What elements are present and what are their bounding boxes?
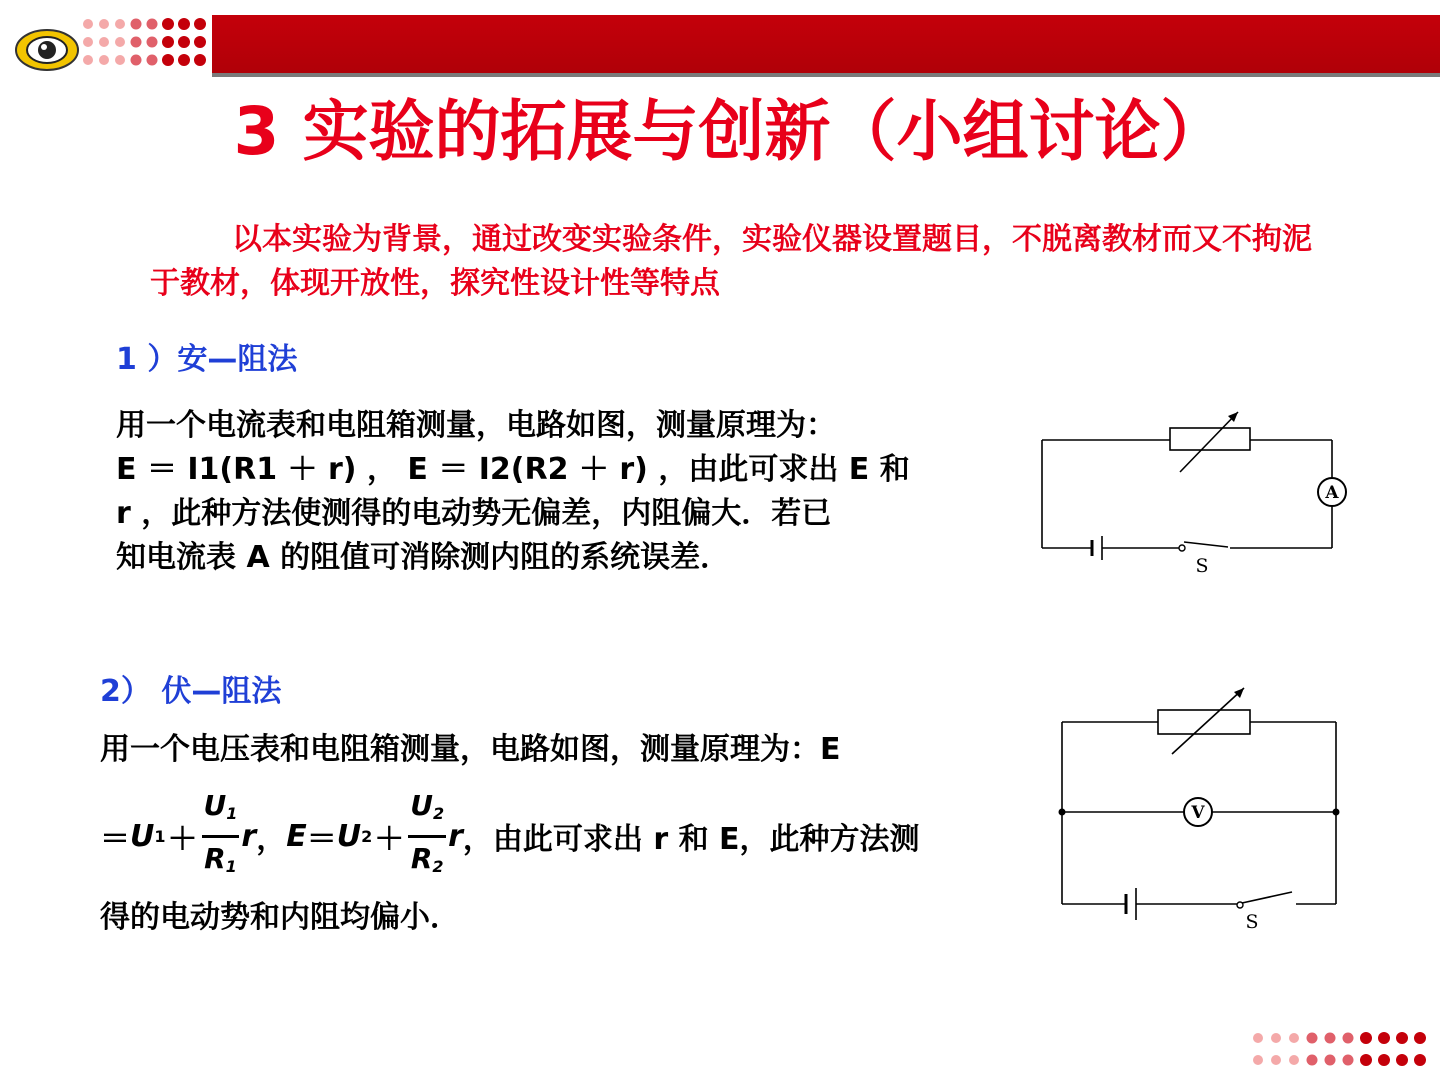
fraction-numerator: U — [203, 788, 227, 822]
formula-u: U — [336, 818, 362, 854]
formula-fraction — [202, 789, 240, 884]
ammeter-label: A — [1325, 483, 1339, 503]
formula-e: E — [286, 818, 307, 854]
formula-sub: 2 — [361, 826, 373, 846]
formula-r: r — [448, 818, 463, 854]
section2-formula — [100, 788, 920, 884]
formula-sub: 1 — [225, 856, 237, 876]
formula-plus: ＋ — [374, 822, 405, 857]
switch-label: S — [1245, 911, 1259, 933]
fraction-bar — [408, 835, 446, 838]
formula-equals: ＝ — [100, 822, 130, 857]
junction-dot-icon — [1333, 809, 1340, 816]
section2-line: 得的电动势和内阻均偏小． — [100, 900, 460, 935]
intro-text: 以本实验为背景，通过改变实验条件，实验仪器设置题目，不脱离教材而又不拘泥于教材，体现开放性，探究性设计性等特点 — [150, 222, 1312, 301]
formula-sub: 1 — [154, 826, 166, 846]
formula-plus: ＋ — [167, 822, 198, 857]
decorative-dots-icon — [80, 16, 210, 72]
fraction-denominator: R — [410, 841, 433, 875]
formula-u: U — [130, 818, 155, 854]
section1-line: 知电流表 A 的阻值可消除测内阻的系统误差． — [116, 540, 731, 575]
header-bar-shadow — [212, 73, 1440, 77]
fraction-denominator: R — [204, 841, 226, 875]
switch-label: S — [1195, 555, 1209, 577]
formula-fraction — [408, 789, 446, 884]
fraction-bar — [202, 835, 240, 838]
formula-sub: 1 — [226, 803, 238, 823]
section1-heading: 1 ）安—阻法 — [116, 342, 298, 377]
formula-sub: 2 — [432, 856, 444, 876]
formula-r: r — [241, 818, 257, 854]
junction-dot-icon — [1059, 809, 1066, 816]
formula-comma: ， — [256, 822, 287, 857]
voltmeter-label: V — [1191, 803, 1205, 823]
formula-sub: 2 — [432, 803, 445, 823]
section1-line: 用一个电流表和电阻箱测量，电路如图，测量原理为： — [116, 408, 836, 443]
decorative-dots-icon — [1248, 1028, 1438, 1076]
section2-heading: 2） 伏—阻法 — [100, 674, 282, 709]
slide-title: 3 实验的拓展与创新（小组讨论） — [233, 93, 1227, 170]
formula-tail: ，由此可求出 r 和 E，此种方法测 — [462, 822, 920, 857]
section1-line: r ，此种方法使测得的电动势无偏差，内阻偏大．若已 — [116, 496, 832, 531]
ammeter-circuit-diagram — [1030, 400, 1350, 580]
logo-icon — [14, 20, 80, 76]
header-bar — [212, 15, 1440, 73]
formula-equals: ＝ — [306, 822, 337, 857]
section1-body — [116, 404, 996, 580]
section1-line: E ＝ I1(R1 ＋ r) ， E ＝ I2(R2 ＋ r) ，由此可求出 E 和 — [116, 452, 910, 487]
section2-line: 用一个电压表和电阻箱测量，电路如图，测量原理为：E — [100, 732, 841, 767]
fraction-numerator: U — [410, 788, 433, 822]
voltmeter-circuit-diagram — [1050, 680, 1360, 940]
